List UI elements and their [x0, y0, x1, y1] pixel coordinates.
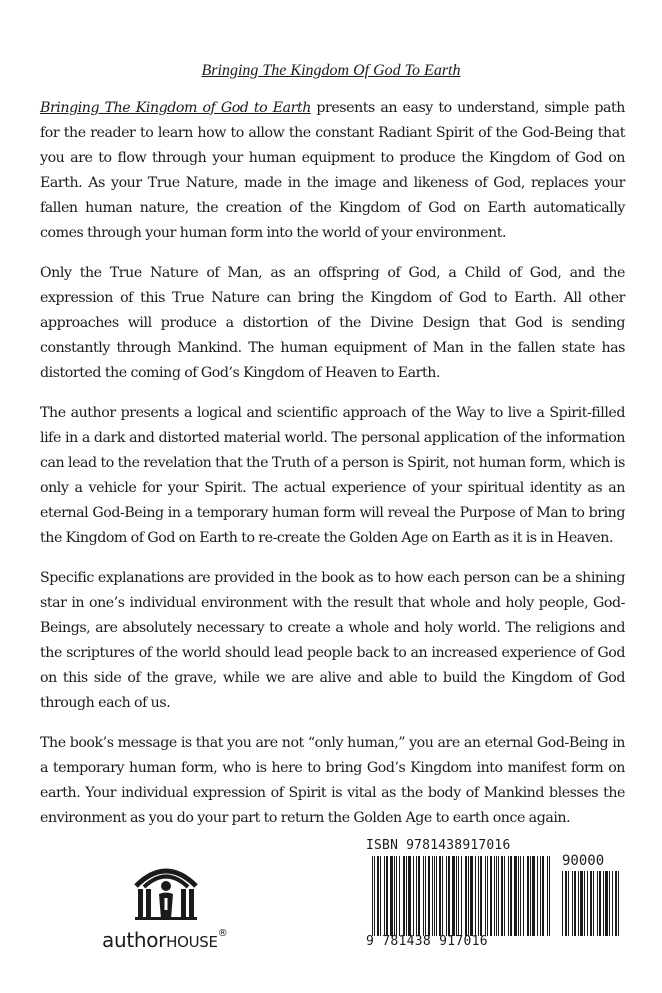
barcode-bar — [590, 871, 592, 936]
barcode-bar — [475, 856, 476, 936]
barcode-bar — [508, 856, 509, 936]
barcode-bar — [542, 856, 544, 936]
barcode-bar — [380, 856, 381, 936]
paragraph-3: The author presents a logical and scientific approach of the Way to live a Spirit-filled life in a dark and distorted material world. The personal application of the information can lead to the revelation that the Truth of a person is Spirit, not human form, which is only a vehicle for your Spirit. The actual experience of your spiritual identity as an eternal God-Being in a temporary human form will reveal the Purpose of Man to bring the Kingdom of God on Earth to re-create the Golden Age on Earth as it is in Heaven. — [40, 405, 625, 546]
barcode-bar — [490, 856, 492, 936]
barcode-bar — [432, 856, 433, 936]
barcode-bar — [562, 871, 563, 936]
barcode-bar — [487, 856, 488, 936]
barcode-bar — [456, 856, 457, 936]
barcode-bar — [615, 871, 617, 936]
barcode-bar — [494, 856, 495, 936]
barcode-bar — [572, 871, 573, 936]
barcode-bar — [418, 856, 420, 936]
isbn-label: ISBN 9781438917016 — [366, 838, 511, 853]
price-barcode-bars — [562, 871, 620, 936]
barcode-bar — [514, 856, 517, 936]
barcode-bar — [612, 871, 613, 936]
barcode-bar — [386, 856, 388, 936]
price-code: 90000 — [562, 853, 605, 869]
barcode-bar — [372, 856, 373, 936]
barcode-bar — [530, 856, 531, 936]
barcode-bar — [523, 856, 524, 936]
barcode-bar — [374, 856, 375, 936]
barcode-bar — [520, 856, 521, 936]
barcode-bar — [377, 856, 379, 936]
inline-book-title: Bringing The Kingdom of God to Earth — [40, 100, 311, 116]
publisher-name-house: HOUSE — [166, 933, 218, 951]
barcode-bar — [461, 856, 462, 936]
barcode-bar — [425, 856, 426, 936]
barcode-bar — [587, 871, 588, 936]
barcode-bar — [584, 871, 585, 936]
publisher-name — [102, 928, 227, 952]
barcode-bar — [605, 871, 608, 936]
barcode-bar — [396, 856, 397, 936]
barcode-bar — [496, 856, 497, 936]
barcode-bar — [609, 871, 610, 936]
barcode-bar — [384, 856, 385, 936]
barcode-bar — [574, 871, 576, 936]
barcode-bar — [537, 856, 538, 936]
barcode-bar — [568, 871, 569, 936]
authorhouse-logo-icon — [132, 862, 200, 920]
barcode-bar — [578, 871, 579, 936]
paragraph-5: The book’s message is that you are not “only human,” you are an eternal God-Being in a temporary human form, who is here to bring God’s Kingdom into manifest form on earth. Your individual expression of Spirit is vital as the body of Mankind blesses the environment as you do your part to return the Golden Age to earth once again. — [40, 735, 625, 826]
barcode-bar — [436, 856, 437, 936]
barcode-bar — [540, 856, 541, 936]
barcode-bar — [501, 856, 503, 936]
blurb-text — [40, 96, 625, 846]
barcode-bar — [510, 856, 512, 936]
barcode-bar — [442, 856, 443, 936]
barcode-bar — [465, 856, 467, 936]
barcode-bar — [498, 856, 499, 936]
barcode-bar — [618, 871, 619, 936]
barcode-bar — [403, 856, 405, 936]
barcode-bar — [547, 856, 548, 936]
paragraph-1-body: presents an easy to understand, simple path for the reader to learn how to allow the constant Radiant Spirit of the God-Being that you are to flow through your human equipment to produce the Kingdom of God on Earth. As your True Nature, made in the image and likeness of God, replaces your fallen human nature, the creation of the Kingdom of God on Earth automatically comes through your human form into the world of your environment. — [40, 100, 625, 241]
barcode-bar — [406, 856, 407, 936]
barcode-bar — [434, 856, 435, 936]
barcode-bar — [408, 856, 411, 936]
barcode-bar — [599, 871, 601, 936]
isbn-barcode — [366, 838, 628, 958]
registered-mark: ® — [217, 928, 228, 939]
barcode-bar — [527, 856, 529, 936]
barcode-bar — [413, 856, 414, 936]
barcode-bar — [468, 856, 469, 936]
barcode-bar — [565, 871, 567, 936]
barcode-bar — [549, 856, 550, 936]
paragraph-1 — [40, 96, 625, 246]
barcode-bar — [480, 856, 482, 936]
barcode-bar — [399, 856, 400, 936]
paragraph-4: Specific explanations are provided in the book as to how each person can be a shining star in one’s individual environment with the result that whole and holy people, God-Beings, are absolutely necessary to create a whole and holy world. The religions and the scriptures of the world should lead people back to an increased experience of God on this side of the grave, while we are alive and able to build the Kingdom of God through each of us. — [40, 570, 625, 711]
publisher-logo — [95, 862, 260, 952]
barcode-bar — [446, 856, 447, 936]
barcode-bar — [452, 856, 455, 936]
barcode-bar — [390, 856, 393, 936]
barcode-digits: 9 781438 917016 — [366, 934, 488, 949]
barcode-bar — [394, 856, 395, 936]
barcode-bar — [448, 856, 450, 936]
barcode-bar — [428, 856, 430, 936]
book-title-heading: Bringing The Kingdom Of God To Earth — [201, 62, 461, 79]
barcode-bar — [603, 871, 604, 936]
barcode-bar — [458, 856, 459, 936]
barcode-bars — [372, 856, 552, 936]
barcode-bar — [580, 871, 583, 936]
publisher-name-author: author — [102, 928, 167, 952]
barcode-bar — [439, 856, 441, 936]
barcode-bar — [504, 856, 505, 936]
barcode-bar — [423, 856, 424, 936]
barcode-bar — [532, 856, 535, 936]
barcode-bar — [416, 856, 417, 936]
paragraph-2: Only the True Nature of Man, as an offspring of God, a Child of God, and the expression of this True Nature can bring the Kingdom of God to Earth. All other approaches will produce a distortion of the Divine Design that God is sending constantly through Mankind. The human equipment of Man in the fallen state has distorted the coming of God’s Kingdom of Heaven to Earth. — [40, 265, 625, 381]
barcode-bar — [478, 856, 479, 936]
barcode-bar — [518, 856, 519, 936]
barcode-bar — [470, 856, 473, 936]
barcode-bar — [485, 856, 486, 936]
barcode-bar — [593, 871, 594, 936]
barcode-bar — [597, 871, 598, 936]
